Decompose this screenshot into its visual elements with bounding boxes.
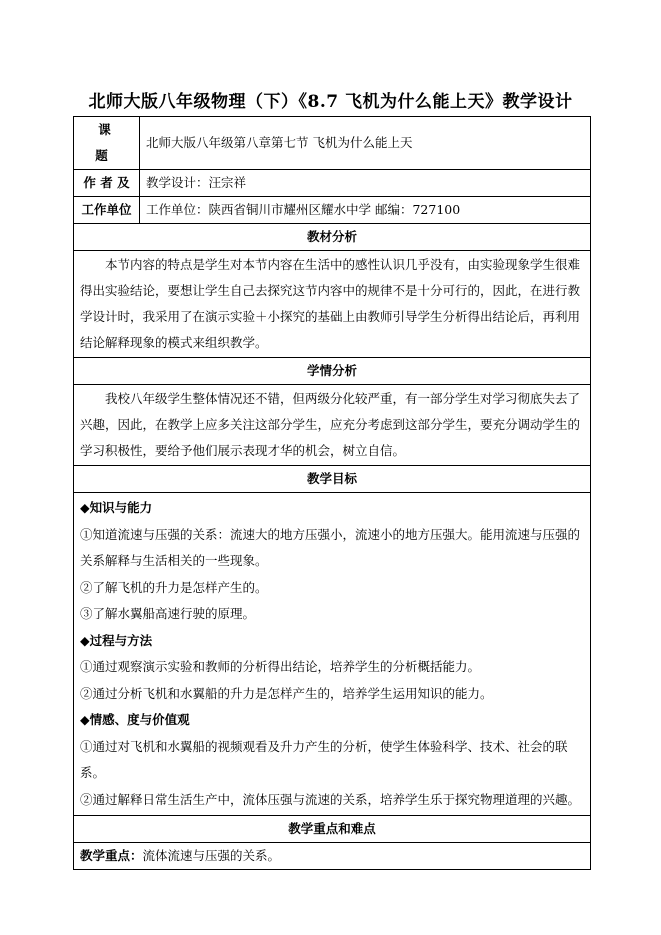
focus-content [74, 843, 591, 870]
author-label: 作 者 及 [74, 170, 140, 197]
learners-heading: 学情分析 [74, 358, 591, 385]
values-title: ◆情感、度与价值观 [80, 712, 190, 727]
material-heading-row [74, 224, 591, 251]
document-title: 北师大版八年级物理（下）《8.7 飞机为什么能上天》教学设计 [88, 92, 573, 112]
unit-label: 工作单位 [74, 197, 140, 224]
material-text: 本节内容的特点是学生对本节内容在生活中的感性认识几乎没有，由实验现象学生很难得出实验结论，要想让学生自己去探究这节内容中的规律不是十分可行的，因此，在进行教学设计时，我采用了在演示实验＋小探究的基础上由教师引导学生分析得出结论后，再利用结论解释现象的模式来组织教学。 [74, 251, 591, 358]
unit-value: 工作单位：陕西省铜川市耀州区耀水中学 邮编：727100 [140, 197, 591, 224]
topic-value: 北师大版八年级第八章第七节 飞机为什么能上天 [140, 117, 591, 170]
material-heading: 教材分析 [74, 224, 591, 251]
author-row [74, 170, 591, 197]
unit-row [74, 197, 591, 224]
knowledge-item: ③了解水翼船高速行驶的原理。 [80, 606, 256, 621]
values-item: ①通过对飞机和水翼船的视频观看及升力产生的分析，使学生体验科学、技术、社会的联系。 [80, 738, 568, 780]
goals-body-row [74, 493, 591, 816]
process-title: ◆过程与方法 [80, 632, 153, 648]
goals-heading: 教学目标 [74, 466, 591, 493]
learners-text: 我校八年级学生整体情况还不错，但两级分化较严重，有一部分学生对学习彻底失去了兴趣，因此，在教学上应多关注这部分学生，应充分考虑到这部分学生，要充分调动学生的学习积极性，要给予他们展示表现才华的机会，树立自信。 [74, 385, 591, 466]
lesson-plan-table [73, 116, 591, 870]
goals-content [74, 493, 591, 816]
process-item: ②通过分析飞机和水翼船的升力是怎样产生的，培养学生运用知识的能力。 [80, 685, 493, 701]
process-item: ①通过观察演示实验和教师的分析得出结论，培养学生的分析概括能力。 [80, 659, 481, 674]
goals-heading-row [74, 466, 591, 493]
values-item: ②通过解释日常生活生产中，流体压强与流速的关系，培养学生乐于探究物理道理的兴趣。 [80, 791, 581, 807]
learners-heading-row [74, 358, 591, 385]
knowledge-item: ②了解飞机的升力是怎样产生的。 [80, 579, 268, 595]
focus-heading-row [74, 816, 591, 843]
focus-body-row [74, 843, 591, 870]
learners-body-row [74, 385, 591, 466]
key-point-label: 教学重点： [80, 848, 143, 863]
material-body-row [74, 251, 591, 358]
key-point-text: 流体流速与压强的关系。 [142, 848, 281, 863]
topic-row [74, 117, 591, 170]
author-value: 教学设计：汪宗祥 [140, 170, 591, 197]
knowledge-title: ◆知识与能力 [80, 500, 153, 515]
knowledge-item: ①知道流速与压强的关系：流速大的地方压强小，流速小的地方压强大。能用流速与压强的关系解释与生活相关的一些现象。 [80, 526, 581, 568]
topic-label: 课 题 [74, 117, 140, 170]
focus-heading: 教学重点和难点 [74, 816, 591, 843]
